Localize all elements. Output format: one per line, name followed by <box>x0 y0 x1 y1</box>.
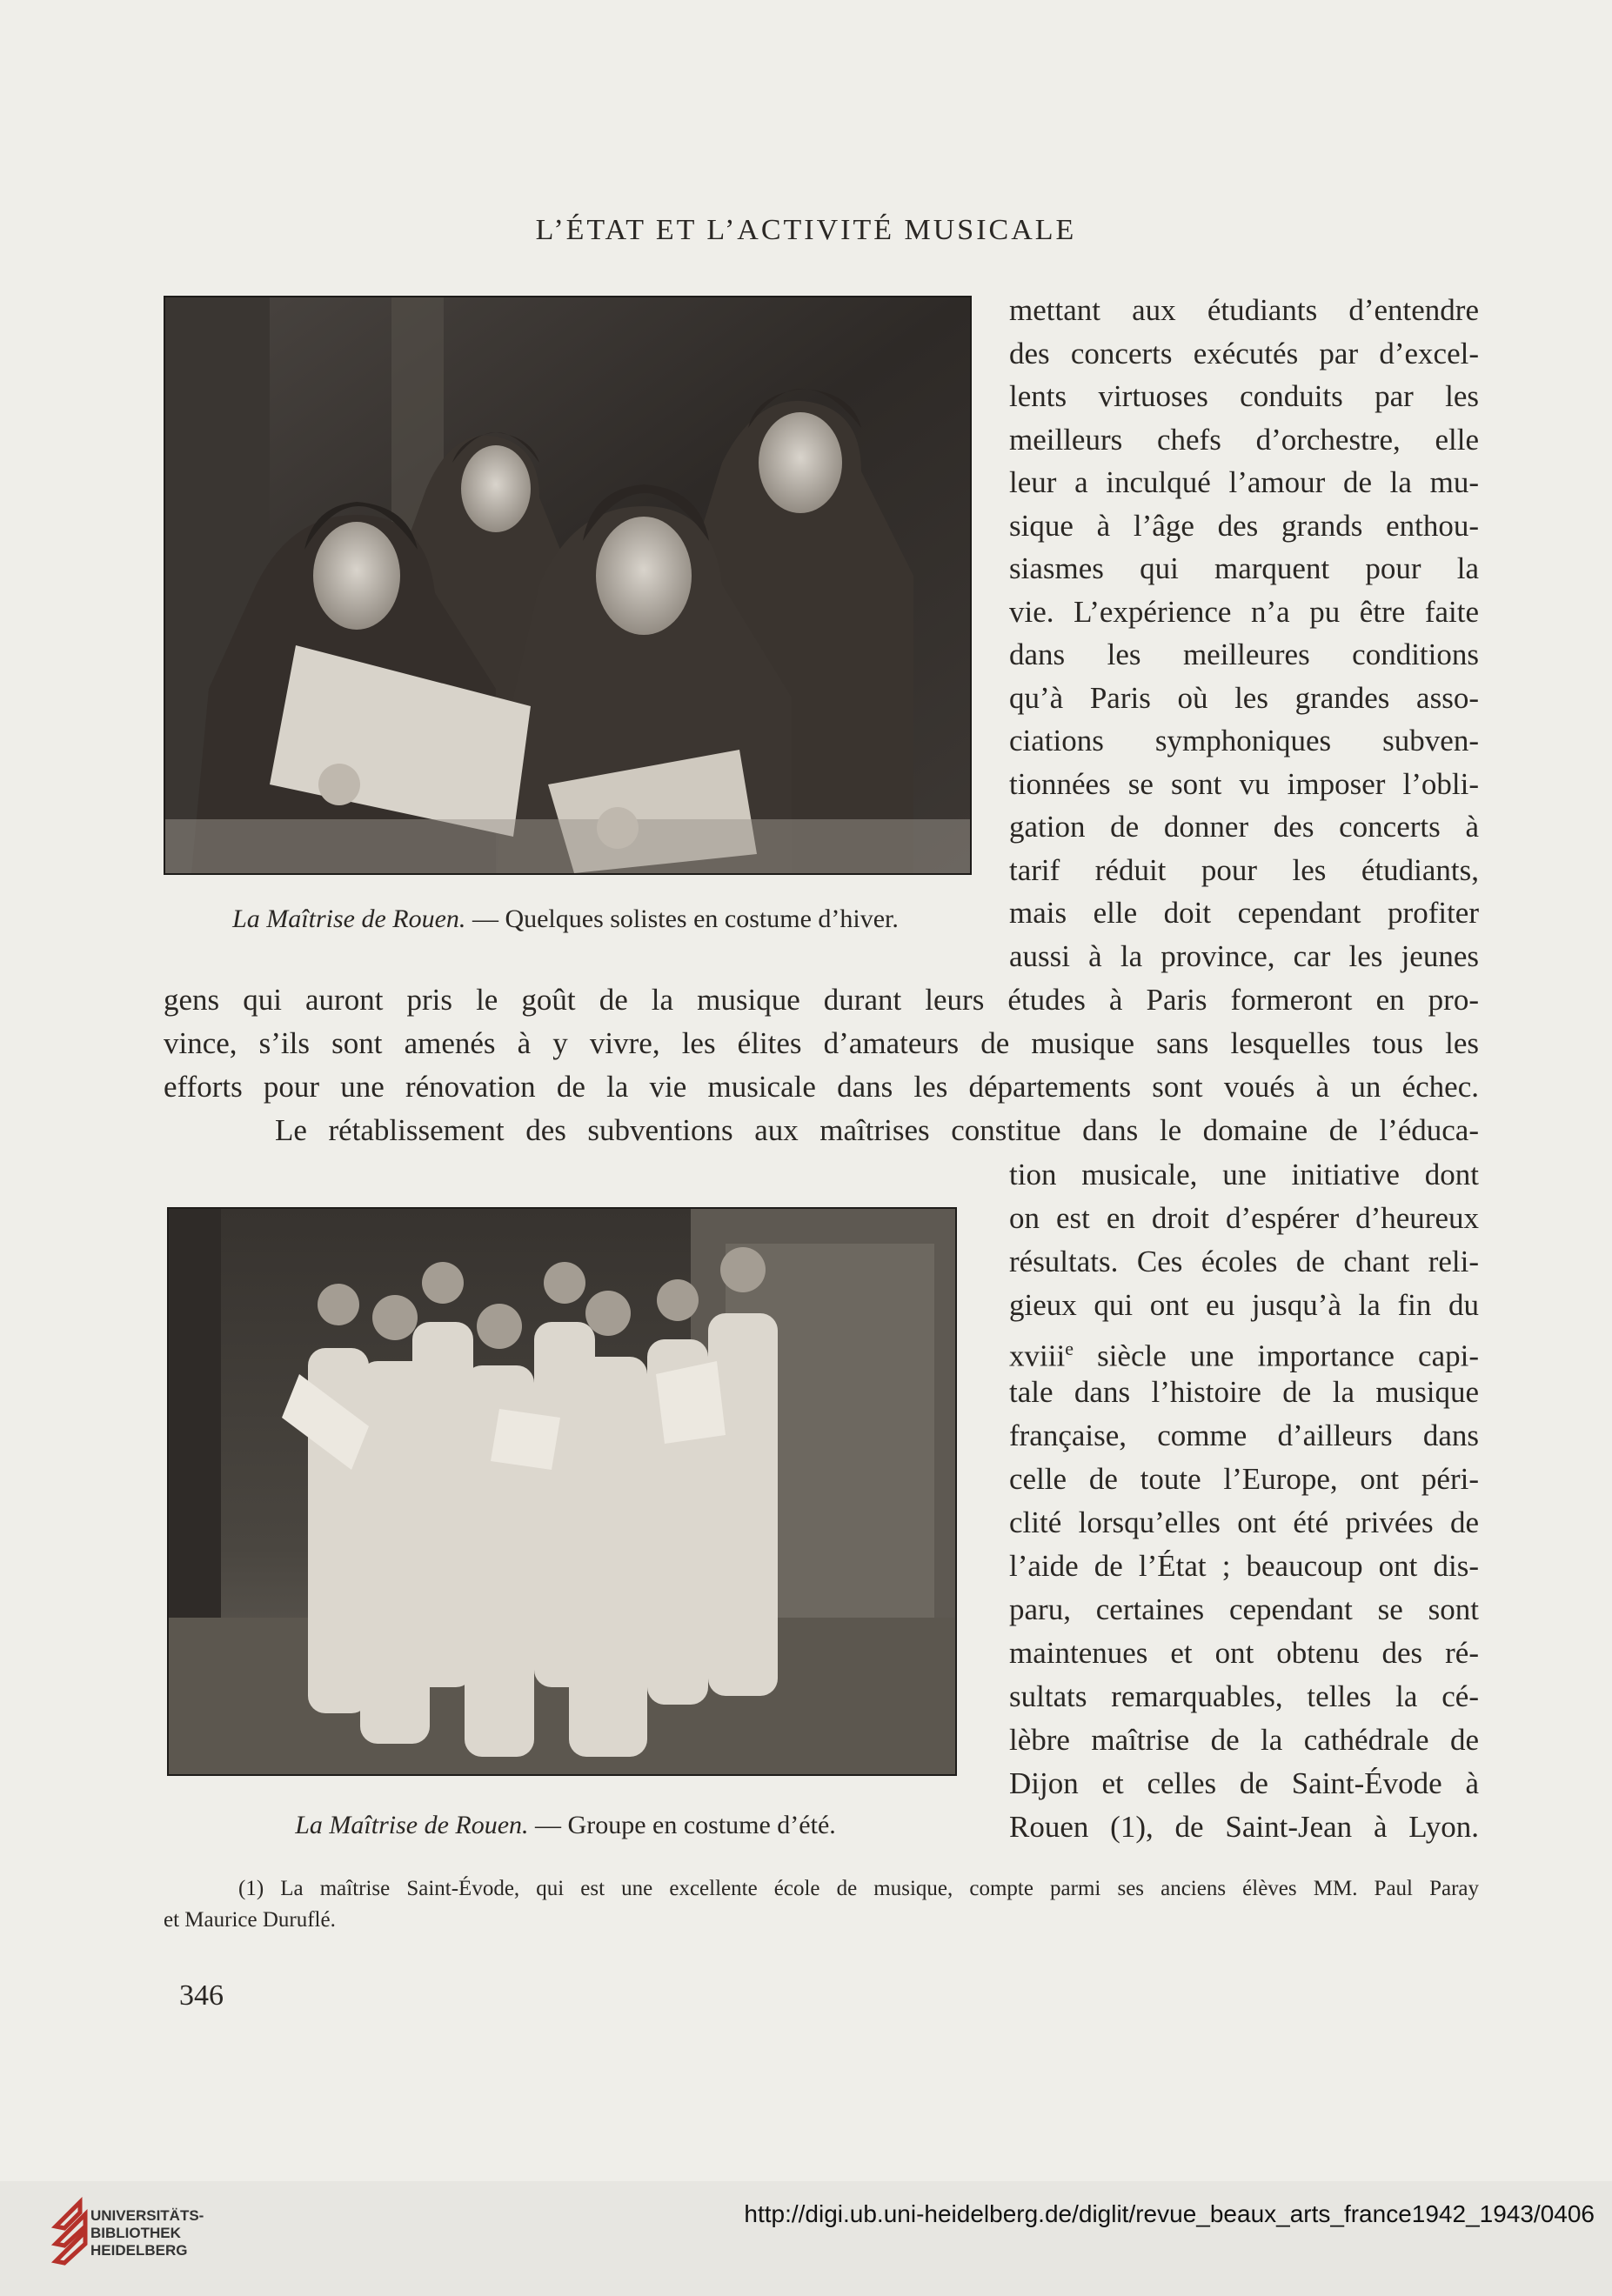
text-line: tion musicale, une initiative dont <box>1009 1158 1479 1191</box>
text-line: sique à l’âge des grands enthou- <box>1009 509 1479 543</box>
text-line: Le rétablissement des subventions aux maîtrises constitue dans le domaine de l’éduca- <box>275 1113 1479 1147</box>
text-line: vie. L’expérience n’a pu être faite <box>1009 595 1479 629</box>
caption-photo-1: La Maîtrise de Rouen. — Quelques solistes en costume d’hiver. <box>232 904 899 933</box>
text-line: tarif réduit pour les étudiants, <box>1009 853 1479 887</box>
text-line: vince, s’ils sont amenés à y vivre, les élites d’amateurs de musique sans lesquelles tous les <box>164 1026 1479 1060</box>
text-line: clité lorsqu’elles ont été privées de <box>1009 1505 1479 1539</box>
text-line: sultats remarquables, telles la cé- <box>1009 1679 1479 1713</box>
library-name: UNIVERSITÄTS- BIBLIOTHEK HEIDELBERG <box>90 2207 204 2259</box>
text-line: on est en droit d’espérer d’heureux <box>1009 1201 1479 1235</box>
text-line: paru, certaines cependant se sont <box>1009 1592 1479 1626</box>
century-roman: xviii <box>1009 1338 1066 1373</box>
text-line: efforts pour une rénovation de la vie musicale dans les départements sont voués à un échec. <box>164 1070 1479 1104</box>
text-line: gieux qui ont eu jusqu’à la fin du <box>1009 1288 1479 1322</box>
text-line: mettant aux étudiants d’entendre <box>1009 293 1479 327</box>
text-line: tionnées se sont vu imposer l’obli- <box>1009 767 1479 801</box>
source-url-link[interactable]: http://digi.ub.uni-heidelberg.de/diglit/revue_beaux_arts_france1942_1943/0406 <box>744 2200 1595 2227</box>
photo-group-summer <box>167 1207 957 1776</box>
text-line: des concerts exécutés par d’excel- <box>1009 337 1479 370</box>
text-line: ciations symphoniques subven- <box>1009 724 1479 758</box>
text-line: maintenues et ont obtenu des ré- <box>1009 1636 1479 1670</box>
text-line: gation de donner des concerts à <box>1009 810 1479 844</box>
footnote-line-1: (1) La maîtrise Saint-Évode, qui est une excellente école de musique, compte parmi ses anciens élèves MM. Paul Paray <box>238 1877 1479 1900</box>
text-line: Rouen (1), de Saint-Jean à Lyon. <box>1009 1810 1479 1844</box>
footnote-line-2: et Maurice Duruflé. <box>164 1908 336 1932</box>
text-line: résultats. Ces écoles de chant reli- <box>1009 1245 1479 1278</box>
footer-bar <box>0 2181 1612 2296</box>
text-line: leur a inculqué l’amour de la mu- <box>1009 465 1479 499</box>
text-line: xviii$^e$ siècle une importance capi- <box>1009 1338 1480 1373</box>
text-line: aussi à la province, car les jeunes <box>1009 939 1479 973</box>
text-line: dans les meilleures conditions <box>1009 637 1479 671</box>
text-line: lents virtuoses conduits par les <box>1009 379 1479 413</box>
caption-photo-2: La Maîtrise de Rouen. — Groupe en costume d’été. <box>295 1811 836 1839</box>
text-line: celle de toute l’Europe, ont péri- <box>1009 1462 1479 1496</box>
text-line: mais elle doit cependant profiter <box>1009 896 1479 930</box>
footnote <box>164 1873 1479 1936</box>
text-line: lèbre maîtrise de la cathédrale de <box>1009 1723 1479 1757</box>
text-line: Dijon et celles de Saint-Évode à <box>1009 1766 1479 1800</box>
century-suffix: e <box>1065 1338 1074 1359</box>
text-line: qu’à Paris où les grandes asso- <box>1009 681 1479 715</box>
text-line: gens qui auront pris le goût de la musique durant leurs études à Paris formeront en pro- <box>164 983 1479 1017</box>
running-head: L’ÉTAT ET L’ACTIVITÉ MUSICALE <box>535 214 1077 246</box>
text-line: meilleurs chefs d’orchestre, elle <box>1009 423 1479 457</box>
page-number: 346 <box>179 1979 224 2012</box>
text-line: française, comme d’ailleurs dans <box>1009 1418 1479 1452</box>
text-line: tale dans l’histoire de la musique <box>1009 1375 1479 1409</box>
photo-soloists-winter <box>164 296 972 875</box>
text-line: l’aide de l’État ; beaucoup ont dis- <box>1009 1549 1479 1583</box>
text-line: siasmes qui marquent pour la <box>1009 551 1479 585</box>
